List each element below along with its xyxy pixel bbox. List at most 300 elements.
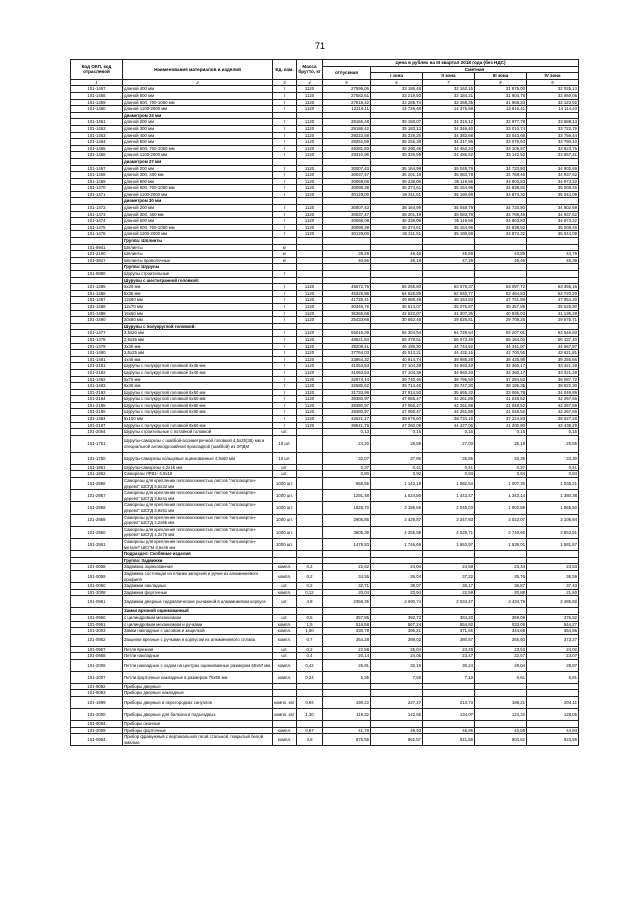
cell-price-zone-4: 56 437,40 [527,336,579,343]
cell-unit [273,721,297,728]
cell-name: 2,5х20 мм [123,330,273,337]
cell-price-release: 48621,84 [323,336,371,343]
cell-price-zone-1 [371,244,423,251]
cell-price-zone-3: 31 904,78 [475,92,527,99]
cell-price-zone-1 [371,264,423,271]
table-row [71,690,579,697]
cell-name: длиной 600, 700-1050 мм [123,99,273,106]
cell-name: 4х40 мм [123,356,273,363]
cell-price-zone-4: 38 027,28 [527,416,579,423]
cell-price-zone-2: 38 734,16 [423,416,475,423]
cell-code: 101-0950 [71,614,123,621]
cell-mass [297,538,323,550]
cell-unit: т [273,218,297,225]
cell-mass: 1120 [297,152,323,159]
cell-code: 101-2009 [71,727,123,734]
cell-price-zone-1: 35 255,38 [371,139,423,146]
cell-code: 101-0058 [71,564,123,571]
cell-mass: 1120 [297,284,323,291]
cell-price-zone-3: 22,57 [475,653,527,660]
table-row [71,471,579,478]
cell-price-zone-3: 33 076,63 [475,139,527,146]
cell-name: Группа: Шплинты [123,238,273,245]
cell-price-zone-4: 47 954,20 [527,297,579,304]
cell-price-zone-2: 39 985,28 [423,356,475,363]
cell-mass [297,464,323,471]
cell-mass: 0,2 [297,583,323,590]
cell-price-zone-4 [527,198,579,205]
cell-mass: 1120 [297,178,323,185]
table-row [71,290,579,297]
cell-price-zone-3: 44 341,97 [475,343,527,350]
cell-unit: т [273,145,297,152]
table-row [71,330,579,337]
cell-price-zone-1: 55 265,80 [371,284,423,291]
cell-code: 101-1466 [71,152,123,159]
table-row [71,734,579,746]
cell-price-zone-2: 1 443,47 [423,490,475,502]
cell-price-zone-3: 34 733,80 [475,165,527,172]
cell-price-zone-2: 48 154,83 [423,297,475,304]
cell-mass [297,277,323,284]
table-row [71,303,579,310]
cell-price-zone-2: 941,68 [423,734,475,746]
table-row [71,145,579,152]
cell-name: 6х40 мм [123,383,273,390]
cell-price-zone-1: 39 714,45 [371,383,423,390]
cell-price-zone-1 [371,557,423,564]
table-row [71,514,579,526]
cell-price-zone-3: 1 539,01 [475,538,527,550]
table-row [71,709,579,721]
table-row [71,244,579,251]
header-zone-3: III зона [475,73,527,80]
cell-price-zone-2: 44 261,89 [423,409,475,416]
cell-price-zone-1: 45,49 [371,251,423,258]
cell-price-zone-1: 35 229,25 [371,132,423,139]
cell-name: Приборы форточные [123,727,273,734]
cell-price-zone-3 [475,238,527,245]
cell-code: 101-1471 [71,191,123,198]
table-row [71,634,579,646]
cell-price-zone-3: 20,88 [475,589,527,596]
cell-price-zone-3: 41 048,52 [475,396,527,403]
cell-price-zone-2: 64 728,54 [423,330,475,337]
cell-price-release: 41,79 [323,727,371,734]
cell-price-zone-4: 32 060,06 [527,92,579,99]
cell-price-release: 29223,58 [323,132,371,139]
cell-name: 8х35 мм [123,290,273,297]
cell-unit: т [273,224,297,231]
cell-unit: т [273,119,297,126]
cell-mass: 1120 [297,205,323,212]
cell-price-release: 3605,39 [323,526,371,538]
table-row [71,557,579,564]
cell-mass [297,429,323,436]
cell-price-zone-1: 47 066,47 [371,396,423,403]
table-row [71,211,579,218]
cell-mass: 1120 [297,389,323,396]
cell-price-zone-2: 41 307,35 [423,310,475,317]
cell-name: Замки накладные с засовом и защелкой [123,628,273,635]
cell-mass [297,557,323,564]
cell-price-zone-3: 34 874,32 [475,231,527,238]
cell-name: Задвижка оцинкованная [123,564,273,571]
cell-price-zone-3: 38 195,35 [475,383,527,390]
cell-code: 101-2185 [71,402,123,409]
cell-name: Петли форточные накладные в размером 70х55 мм [123,671,273,683]
cell-code: 101-1476 [71,231,123,238]
cell-price-zone-2: 32 184,21 [423,92,475,99]
cell-price-zone-3: 35 357,88 [475,303,527,310]
cell-price-release: 29186,42 [323,125,371,132]
table-row [71,435,579,452]
cell-price-zone-1 [371,277,423,284]
cell-name: Шурупы с полукруглой головкой 3х40 мм [123,369,273,376]
cell-price-release: 330,78 [323,628,371,635]
cell-price-zone-1: 36 201,18 [371,211,423,218]
cell-mass: 1,30 [297,709,323,721]
cell-price-zone-4: 42 267,69 [527,409,579,416]
cell-name: длиной 500 мм [123,218,273,225]
cell-unit [273,557,297,564]
cell-price-zone-1: 36 274,61 [371,185,423,192]
cell-price-release: 30098,38 [323,224,371,231]
cell-name: длиной 600, 700-1050 мм [123,185,273,192]
cell-price-release: 516,58 [323,621,371,628]
cell-mass: 1120 [297,330,323,337]
cell-unit [273,551,297,558]
cell-price-zone-2 [423,551,475,558]
cell-code: 101-1472 [71,205,123,212]
cell-price-zone-4: 41 135,28 [527,310,579,317]
cell-name: длиной 300, 400 мм [123,172,273,179]
cell-code: 101-9084 [71,721,123,728]
cell-mass: 1120 [297,356,323,363]
price-table [70,59,579,746]
cell-name: Приборы дверные накладные [123,690,273,697]
cell-price-release: 30037,47 [323,211,371,218]
cell-price-zone-4: 2 485,82 [527,596,579,608]
cell-price-zone-1 [371,238,423,245]
cell-price-zone-2: 384,20 [423,614,475,621]
cell-code: 101-1460 [71,106,123,113]
cell-unit: т [273,310,297,317]
cell-mass [297,238,323,245]
cell-price-release: 20,04 [323,589,371,596]
cell-unit: шт. [273,596,297,608]
cell-name: Защелки врезные с ручками и корпусом из алюминиевого сплава [123,634,273,646]
cell-price-zone-2: 24,49 [423,646,475,653]
cell-price-zone-1: 58 478,51 [371,336,423,343]
cell-unit: т [273,165,297,172]
cell-mass: 4,8 [297,596,323,608]
table-row [71,589,579,596]
cell-unit: т [273,185,297,192]
cell-price-zone-4: 354,86 [527,628,579,635]
cell-price-zone-3: 3 022,07 [475,514,527,526]
cell-mass: 1120 [297,106,323,113]
cell-name: Шурупы-саморезы 4,2х16 мм [123,464,273,471]
cell-unit: компл. [273,570,297,582]
cell-unit: кг [273,257,297,264]
cell-price-release: 29252,69 [323,139,371,146]
cell-mass [297,608,323,615]
cell-unit: т [273,402,297,409]
cell-price-zone-2: 46,95 [423,727,475,734]
cell-price-zone-4: 376,82 [527,614,579,621]
cell-price-zone-1: 392,73 [371,614,423,621]
table-row [71,422,579,429]
cell-unit: т [273,271,297,278]
cell-price-zone-1: 36 238,09 [371,218,423,225]
cell-price-release: 30068,08 [323,178,371,185]
cell-price-zone-3 [475,323,527,330]
cell-unit: 1000 шт. [273,514,297,526]
header-price-title: Цена в рублях на III квартал 2018 года (без НДС) [323,60,579,67]
table-row [71,659,579,671]
cell-price-zone-4: 39 255,66 [527,356,579,363]
cell-price-zone-4: 35 044,09 [527,191,579,198]
cell-price-zone-3: 29 708,26 [475,317,527,324]
cell-name: длиной 200 мм [123,205,273,212]
cell-price-zone-3: 32 977,79 [475,119,527,126]
cell-price-zone-3: 6,61 [475,671,527,683]
cell-price-zone-3: 904,62 [475,734,527,746]
cell-price-zone-2: 34 383,68 [423,132,475,139]
cell-price-zone-3: 62 207,01 [475,330,527,337]
cell-unit: т [273,363,297,370]
table-row [71,350,579,357]
cell-name: 12х60 мм [123,297,273,304]
cell-price-zone-2: 38 796,50 [423,376,475,383]
cell-price-release: 30037,47 [323,172,371,179]
cell-unit [273,608,297,615]
cell-price-release [323,683,371,690]
cell-price-zone-3 [475,271,527,278]
cell-price-zone-2: 34 893,40 [423,363,475,370]
cell-name: 8х100 мм [123,416,273,423]
cell-code: 101-1473 [71,211,123,218]
cell-price-zone-1: 227,27 [371,697,423,709]
colnum: 3 [273,79,297,86]
cell-price-zone-3: 45,49 [475,257,527,264]
cell-price-zone-4: 6,81 [527,671,579,683]
cell-code [71,158,123,165]
cell-price-zone-3: 33 066,78 [475,389,527,396]
cell-price-zone-3 [475,112,527,119]
cell-price-release [323,690,371,697]
cell-price-zone-3: 0,37 [475,464,527,471]
cell-price-zone-4: 53 356,16 [527,284,579,291]
cell-mass: 1120 [297,402,323,409]
cell-price-zone-1: 30 652,49 [371,317,423,324]
cell-price-zone-2: 35 083,78 [423,211,475,218]
cell-price-release: 0,80 [323,471,371,478]
cell-code: 101-1478 [71,336,123,343]
cell-unit: шт. [273,429,297,436]
cell-price-release: 26,91 [323,659,371,671]
colnum: 7 [423,79,475,86]
cell-unit: т [273,92,297,99]
cell-price-zone-1 [371,551,423,558]
cell-price-zone-4: 34 937,62 [527,211,579,218]
table-row [71,653,579,660]
cell-mass: 1120 [297,165,323,172]
table-row [71,596,579,608]
cell-price-release [323,264,371,271]
cell-price-zone-4: 44 557,97 [527,343,579,350]
cell-price-release: 39380,97 [323,402,371,409]
cell-name: Петля врезная [123,646,273,653]
cell-price-release [323,608,371,615]
colnum: 1 [71,79,123,86]
cell-mass [297,158,323,165]
table-row [71,564,579,571]
cell-price-zone-2: 134,07 [423,709,475,721]
cell-mass [297,251,323,258]
cell-mass: 1120 [297,119,323,126]
cell-price-zone-1: 37 104,38 [371,369,423,376]
cell-price-release [323,557,371,564]
table-row [71,185,579,192]
cell-price-zone-1: 46 188,30 [371,343,423,350]
cell-mass: 0,4 [297,653,323,660]
cell-mass: 1120 [297,92,323,99]
cell-price-zone-4: 32 025,13 [527,86,579,93]
cell-price-zone-4: 34 973,22 [527,218,579,225]
cell-mass: 0,12 [297,589,323,596]
cell-mass: 0,2 [297,564,323,571]
table-row [71,502,579,514]
cell-name: длиной 500 мм [123,178,273,185]
cell-name: Петли накладные с ходом на центрах оцинкованные размером 65х57 мм [123,659,273,671]
cell-price-zone-3: 37 224,83 [475,416,527,423]
cell-price-zone-1: 7,58 [371,671,423,683]
cell-name: длиной 400 мм [123,86,273,93]
cell-price-zone-3: 33 109,57 [475,145,527,152]
header-code: Код ОКП, код отраслевой [71,60,123,80]
table-row [71,343,579,350]
cell-price-zone-1: 0,15 [371,429,423,436]
cell-name: длиной 200 мм [123,119,273,126]
cell-unit: т [273,290,297,297]
cell-price-release [323,244,371,251]
cell-unit: т [273,389,297,396]
cell-price-zone-3: 43,55 [475,727,527,734]
cell-price-zone-2: 35 048,79 [423,205,475,212]
cell-mass: 1120 [297,416,323,423]
cell-mass: 1120 [297,350,323,357]
table-row [71,464,579,471]
cell-name: Задвижки накладные [123,583,273,590]
cell-price-zone-3 [475,158,527,165]
cell-price-zone-1 [371,198,423,205]
table-row [71,376,579,383]
cell-mass: 0,2 [297,570,323,582]
table-row [71,271,579,278]
table-row [71,119,579,126]
cell-price-zone-1: 35 290,48 [371,145,423,152]
cell-mass [297,502,323,514]
cell-price-zone-3: 3 749,60 [475,526,527,538]
cell-price-zone-4 [527,271,579,278]
cell-price-zone-4: 28,87 [527,659,579,671]
cell-mass: 1120 [297,218,323,225]
cell-price-zone-2: 380,57 [423,634,475,646]
cell-code: 101-1461 [71,119,123,126]
cell-mass [297,478,323,490]
cell-name: Шурупы строительные [123,271,273,278]
cell-price-zone-1 [371,158,423,165]
cell-mass [297,721,323,728]
cell-price-release: 32621,17 [323,416,371,423]
cell-price-zone-4: 63 546,83 [527,330,579,337]
cell-mass [297,257,323,264]
cell-price-zone-3: 23,34 [475,564,527,571]
cell-mass: 1120 [297,369,323,376]
table-row [71,251,579,258]
cell-mass: 1120 [297,99,323,106]
cell-code: 101-9880 [71,271,123,278]
cell-code: 101-1469 [71,178,123,185]
cell-price-zone-2: 34 486,52 [423,152,475,159]
cell-price-zone-2: 35,85 [423,452,475,464]
cell-mass: 1120 [297,125,323,132]
cell-price-zone-2: 35 655,32 [423,389,475,396]
cell-price-release: 27818,42 [323,99,371,106]
cell-price-zone-2: 34 893,40 [423,369,475,376]
cell-price-zone-4: 33 688,13 [527,119,579,126]
cell-code: 101-1861 [71,464,123,471]
cell-price-zone-3: 41 048,52 [475,402,527,409]
cell-price-zone-1: 37 104,38 [371,363,423,370]
cell-price-release: 31733,99 [323,389,371,396]
cell-unit: шт. [273,646,297,653]
cell-price-zone-2 [423,271,475,278]
cell-price-zone-1: 47 066,47 [371,402,423,409]
cell-price-release [323,551,371,558]
cell-mass: 1120 [297,310,323,317]
cell-unit: компл. [273,589,297,596]
cell-mass: 1120 [297,231,323,238]
cell-code: 101-2181 [71,363,123,370]
cell-mass: 1120 [297,145,323,152]
cell-price-zone-4: 34 902,69 [527,165,579,172]
cell-price-zone-1: 35 325,59 [371,152,423,159]
cell-unit: компл. [273,727,297,734]
cell-name: длиной 600, 700-1050 мм [123,145,273,152]
cell-price-zone-3: 34 838,92 [475,185,527,192]
cell-price-zone-2 [423,158,475,165]
cell-price-zone-3: 369,09 [475,614,527,621]
cell-price-zone-2 [423,683,475,690]
cell-price-zone-3 [475,690,527,697]
table-row [71,621,579,628]
cell-price-zone-3: 40 936,03 [475,310,527,317]
cell-price-zone-4: 23,83 [527,564,579,571]
cell-price-zone-1: 40 914,74 [371,356,423,363]
cell-code: 101-2008 [71,589,123,596]
column-numbers-row [71,79,579,86]
cell-code: 101-1481 [71,356,123,363]
cell-price-zone-2: 1 653,97 [423,538,475,550]
cell-price-zone-3: 52 464,83 [475,290,527,297]
table-row [71,205,579,212]
table-row [71,369,579,376]
cell-price-zone-1: 142,56 [371,709,423,721]
cell-price-zone-4: 14 114,43 [527,106,579,113]
